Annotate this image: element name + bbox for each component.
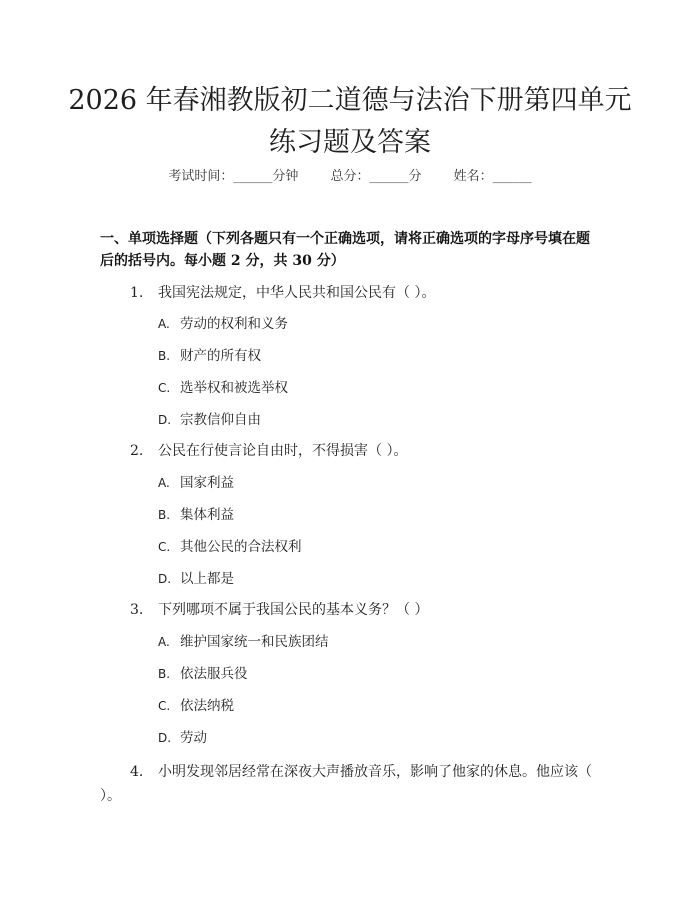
exam-time-field: 考试时间：______分钟 xyxy=(168,169,299,184)
option-text: 选举权和被选举权 xyxy=(180,380,288,396)
question-number: 1. xyxy=(130,285,144,301)
question-number: 4. xyxy=(130,764,144,780)
question-4 xyxy=(100,760,600,808)
option-text: 劳动的权利和义务 xyxy=(180,316,288,332)
option-text: 国家利益 xyxy=(180,475,234,491)
option-3d xyxy=(158,727,207,749)
option-2d xyxy=(158,568,234,590)
question-2 xyxy=(130,440,407,462)
option-letter: A. xyxy=(158,635,170,649)
question-text: 下列哪项不属于我国公民的基本义务？（ ） xyxy=(158,602,429,618)
option-text: 维护国家统一和民族团结 xyxy=(180,634,329,650)
option-letter: D. xyxy=(158,572,172,586)
exam-info xyxy=(0,166,700,188)
option-letter: D. xyxy=(158,413,172,427)
option-3a xyxy=(158,631,329,653)
option-3b xyxy=(158,663,248,685)
option-letter: B. xyxy=(158,349,171,363)
question-1 xyxy=(130,282,435,304)
option-letter: C. xyxy=(158,381,171,395)
question-text: 小明发现邻居经常在深夜大声播放音乐，影响了他家的休息。他应该（ ）。 xyxy=(100,764,592,804)
option-text: 财产的所有权 xyxy=(180,348,261,364)
option-1b xyxy=(158,345,261,367)
name-field: 姓名：______ xyxy=(453,169,532,184)
option-letter: A. xyxy=(158,317,170,331)
question-number: 2. xyxy=(130,443,144,459)
option-text: 集体利益 xyxy=(180,507,234,523)
option-2a xyxy=(158,472,234,494)
option-text: 依法纳税 xyxy=(180,698,234,714)
question-text: 我国宪法规定，中华人民共和国公民有（ ）。 xyxy=(158,285,436,301)
option-1a xyxy=(158,313,288,335)
option-letter: C. xyxy=(158,540,171,554)
option-text: 劳动 xyxy=(180,730,207,746)
option-letter: C. xyxy=(158,699,171,713)
option-text: 依法服兵役 xyxy=(180,666,248,682)
document-title: 2026 年春湘教版初二道德与法治下册第四单元练习题及答案 xyxy=(68,85,632,158)
question-text: 公民在行使言论自由时，不得损害（ ）。 xyxy=(158,443,408,459)
option-1d xyxy=(158,409,261,431)
option-letter: B. xyxy=(158,508,171,522)
option-text: 其他公民的合法权利 xyxy=(180,539,302,555)
option-1c xyxy=(158,377,288,399)
option-2b xyxy=(158,504,234,526)
option-2c xyxy=(158,536,302,558)
option-text: 宗教信仰自由 xyxy=(180,412,261,428)
question-3 xyxy=(130,599,428,621)
question-number: 3. xyxy=(130,602,144,618)
option-3c xyxy=(158,695,234,717)
option-letter: B. xyxy=(158,667,171,681)
option-text: 以上都是 xyxy=(180,571,234,587)
section-heading: 一、单项选择题（下列各题只有一个正确选项，请将正确选项的字母序号填在题后的括号内。每小题 2 分，共 30 分） xyxy=(100,231,590,269)
option-letter: D. xyxy=(158,731,172,745)
total-score-field: 总分：______分 xyxy=(330,169,422,184)
option-letter: A. xyxy=(158,476,170,490)
